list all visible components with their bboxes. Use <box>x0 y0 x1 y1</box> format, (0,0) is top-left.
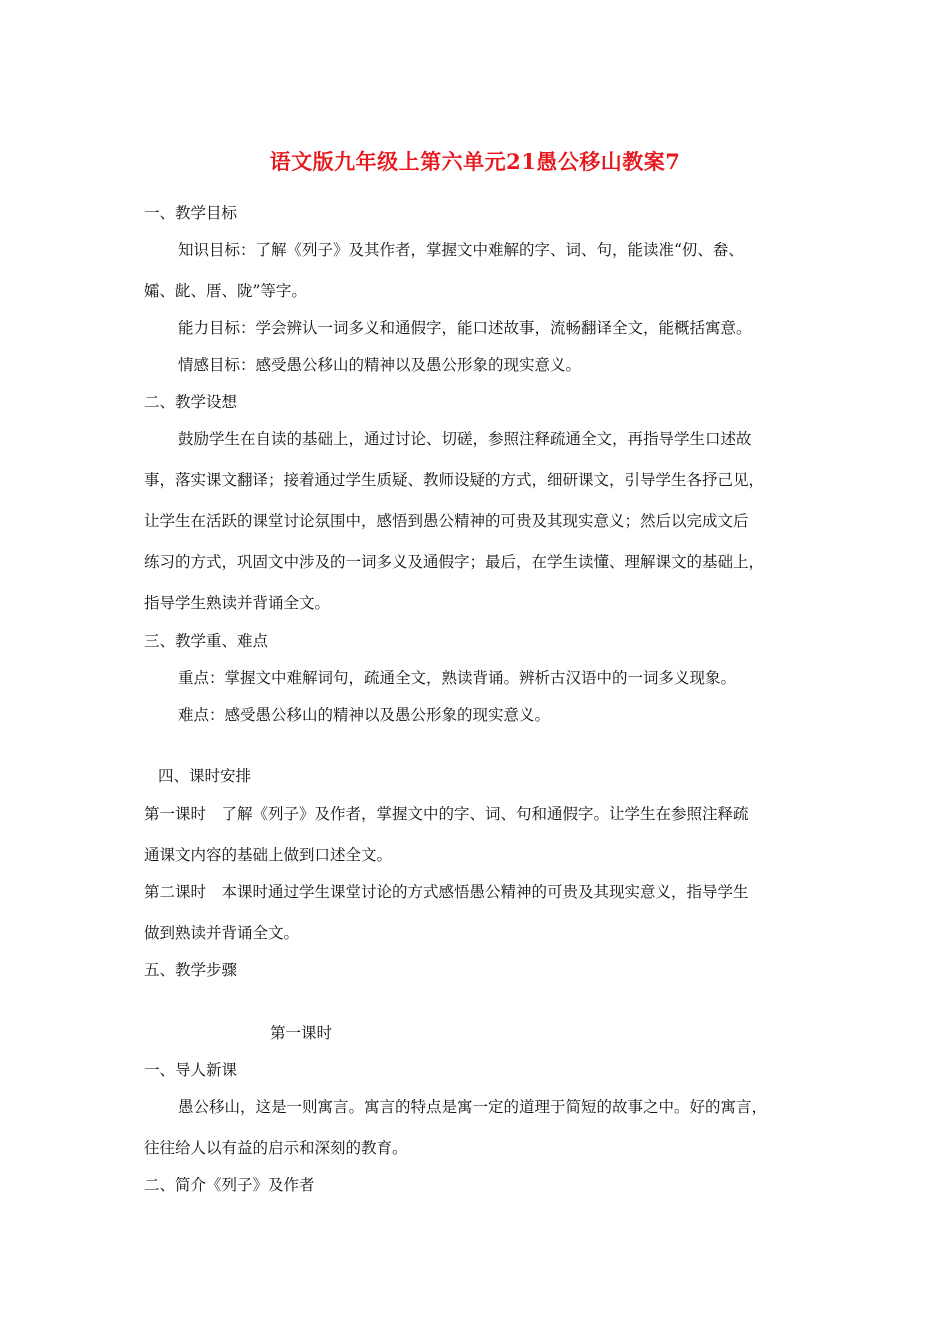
paragraph-line: 事，落实课文翻译；接着通过学生质疑、教师设疑的方式，细研课文，引导学生各抒己见， <box>144 471 765 489</box>
section-heading-key-points: 三、教学重、难点 <box>144 632 269 650</box>
section-heading-design: 二、教学设想 <box>144 393 238 411</box>
paragraph-line: 知识目标：了解《列子》及其作者，掌握文中难解的字、词、句，能读准“仞、畚、 <box>178 241 744 259</box>
paragraph-line: 第二课时 本课时通过学生课堂讨论的方式感悟愚公精神的可贵及其现实意义，指导学生 <box>144 883 749 901</box>
paragraph-line: 重点：掌握文中难解词句，疏通全文，熟读背诵。辨析古汉语中的一词多义现象。 <box>178 669 737 687</box>
paragraph-line: 能力目标：学会辨认一词多义和通假字，能口述故事，流畅翻译全文，能概括寓意。 <box>178 319 752 337</box>
paragraph-line: 通课文内容的基础上做到口述全文。 <box>144 846 393 864</box>
page-title: 语文版九年级上第六单元21愚公移山教案7 <box>269 149 681 174</box>
paragraph-line: 难点：感受愚公移山的精神以及愚公形象的现实意义。 <box>178 706 551 724</box>
paragraph-line: 练习的方式，巩固文中涉及的一词多义及通假字；最后，在学生读懂、理解课文的基础上， <box>144 553 765 571</box>
subheading-lesson-one: 第一课时 <box>270 1024 333 1042</box>
paragraph-line: 孀、龀、厝、陇”等字。 <box>144 282 307 300</box>
paragraph-line: 往往给人以有益的启示和深刻的教育。 <box>144 1139 408 1157</box>
paragraph-line: 愚公移山，这是一则寓言。寓言的特点是寓一定的道理于简短的故事之中。好的寓言， <box>178 1098 768 1116</box>
paragraph-line: 第一课时 了解《列子》及作者，掌握文中的字、词、句和通假字。让学生在参照注释疏 <box>144 805 749 823</box>
step-heading-intro: 一、导人新课 <box>144 1061 238 1079</box>
paragraph-line: 鼓励学生在自读的基础上，通过讨论、切磋，参照注释疏通全文，再指导学生口述故 <box>178 430 752 448</box>
section-heading-schedule: 四、课时安排 <box>158 767 252 785</box>
section-heading-goals: 一、教学目标 <box>144 204 238 222</box>
paragraph-line: 让学生在活跃的课堂讨论氛围中，感悟到愚公精神的可贵及其现实意义；然后以完成文后 <box>144 512 749 530</box>
paragraph-line: 做到熟读并背诵全文。 <box>144 924 300 942</box>
step-heading-author: 二、简介《列子》及作者 <box>144 1176 315 1194</box>
section-heading-steps: 五、教学步骤 <box>144 961 238 979</box>
paragraph-line: 指导学生熟读并背诵全文。 <box>144 594 331 612</box>
paragraph-line: 情感目标：感受愚公移山的精神以及愚公形象的现实意义。 <box>178 356 582 374</box>
